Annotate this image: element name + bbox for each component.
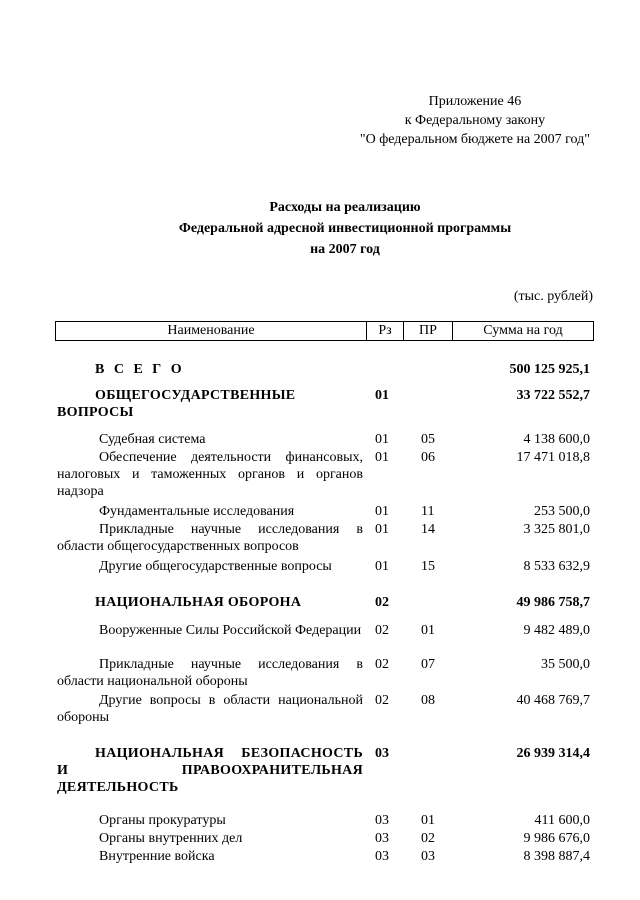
row-rz: 03: [375, 813, 389, 828]
row-rz: 03: [375, 849, 389, 864]
row-pr: 11: [421, 504, 435, 519]
row-rz: 02: [375, 623, 389, 638]
row-pr: 14: [421, 522, 435, 537]
header-name: Наименование: [167, 323, 255, 338]
row-name: Обеспечение деятельности финансовых, налоговых и таможенных органов и органов надзора: [57, 450, 363, 499]
row-rz: 02: [375, 595, 389, 610]
row-name: Прикладные научные исследования в области национальной обороны: [57, 657, 363, 689]
row-name: Органы прокуратуры: [99, 813, 226, 828]
row-name: Другие общегосударственные вопросы: [99, 559, 332, 574]
row-pr: 03: [421, 849, 435, 864]
title-line-1: Расходы на реализацию: [269, 200, 421, 215]
row-sum: 17 471 018,8: [516, 450, 590, 465]
row-name: Судебная система: [99, 432, 206, 447]
title-line-2: Федеральной адресной инвестиционной программы: [178, 221, 512, 236]
row-name: Вооруженные Силы Российской Федерации: [99, 623, 362, 638]
row-name: Внутренние войска: [99, 849, 215, 864]
row-sum: 9 986 676,0: [523, 831, 590, 846]
row-sum: 8 533 632,9: [523, 559, 590, 574]
row-name: Другие вопросы в области национальной обороны: [57, 693, 363, 725]
row-sum: 411 600,0: [534, 813, 590, 828]
row-rz: 01: [375, 522, 389, 537]
row-sum: 4 138 600,0: [523, 432, 590, 447]
row-rz: 01: [375, 559, 389, 574]
row-sum: 49 986 758,7: [516, 595, 590, 610]
document-title: [0, 197, 640, 260]
row-pr: 01: [421, 623, 435, 638]
row-pr: 02: [421, 831, 435, 846]
row-name: ОБЩЕГОСУДАРСТВЕННЫЕ ВОПРОСЫ: [57, 388, 296, 420]
row-sum: 253 500,0: [534, 504, 590, 519]
row-sum: 500 125 925,1: [509, 362, 590, 377]
row-rz: 02: [375, 657, 389, 672]
header-sum: Сумма на год: [483, 323, 563, 338]
row-rz: 01: [375, 432, 389, 447]
table-header: [55, 321, 594, 341]
title-line-3: на 2007 год: [310, 242, 380, 257]
row-name: Фундаментальные исследования: [99, 504, 295, 519]
row-rz: 02: [375, 693, 389, 708]
row-sum: 40 468 769,7: [516, 693, 590, 708]
appendix-law-ref: к Федеральному закону: [404, 113, 546, 128]
row-rz: 03: [375, 746, 389, 761]
header-pr: ПР: [419, 323, 437, 338]
appendix-law-title: "О федеральном бюджете на 2007 год": [359, 132, 590, 147]
row-pr: 08: [421, 693, 435, 708]
row-pr: 07: [421, 657, 435, 672]
row-sum: 9 482 489,0: [523, 623, 590, 638]
row-sum: 8 398 887,4: [523, 849, 590, 864]
units-label: (тыс. рублей): [513, 289, 593, 304]
row-sum: 26 939 314,4: [516, 746, 590, 761]
appendix-number: Приложение 46: [428, 94, 522, 109]
row-rz: 03: [375, 831, 389, 846]
row-rz: 01: [375, 388, 389, 403]
row-rz: 01: [375, 450, 389, 465]
row-sum: 35 500,0: [541, 657, 590, 672]
row-pr: 06: [421, 450, 435, 465]
row-name: Органы внутренних дел: [99, 831, 243, 846]
row-name: НАЦИОНАЛЬНАЯ ОБОРОНА: [95, 595, 302, 610]
row-pr: 15: [421, 559, 435, 574]
row-name: НАЦИОНАЛЬНАЯ БЕЗОПАСНОСТЬ И ПРАВООХРАНИТЕЛЬНАЯ ДЕЯТЕЛЬНОСТЬ: [57, 746, 363, 795]
row-sum: 33 722 552,7: [516, 388, 590, 403]
row-name: Прикладные научные исследования в области общегосударственных вопросов: [57, 522, 363, 554]
header-rz: Рз: [378, 323, 392, 338]
row-name: В С Е Г О: [95, 362, 185, 377]
row-rz: 01: [375, 504, 389, 519]
row-pr: 05: [421, 432, 435, 447]
appendix-reference: [360, 92, 590, 149]
row-pr: 01: [421, 813, 435, 828]
row-sum: 3 325 801,0: [523, 522, 590, 537]
